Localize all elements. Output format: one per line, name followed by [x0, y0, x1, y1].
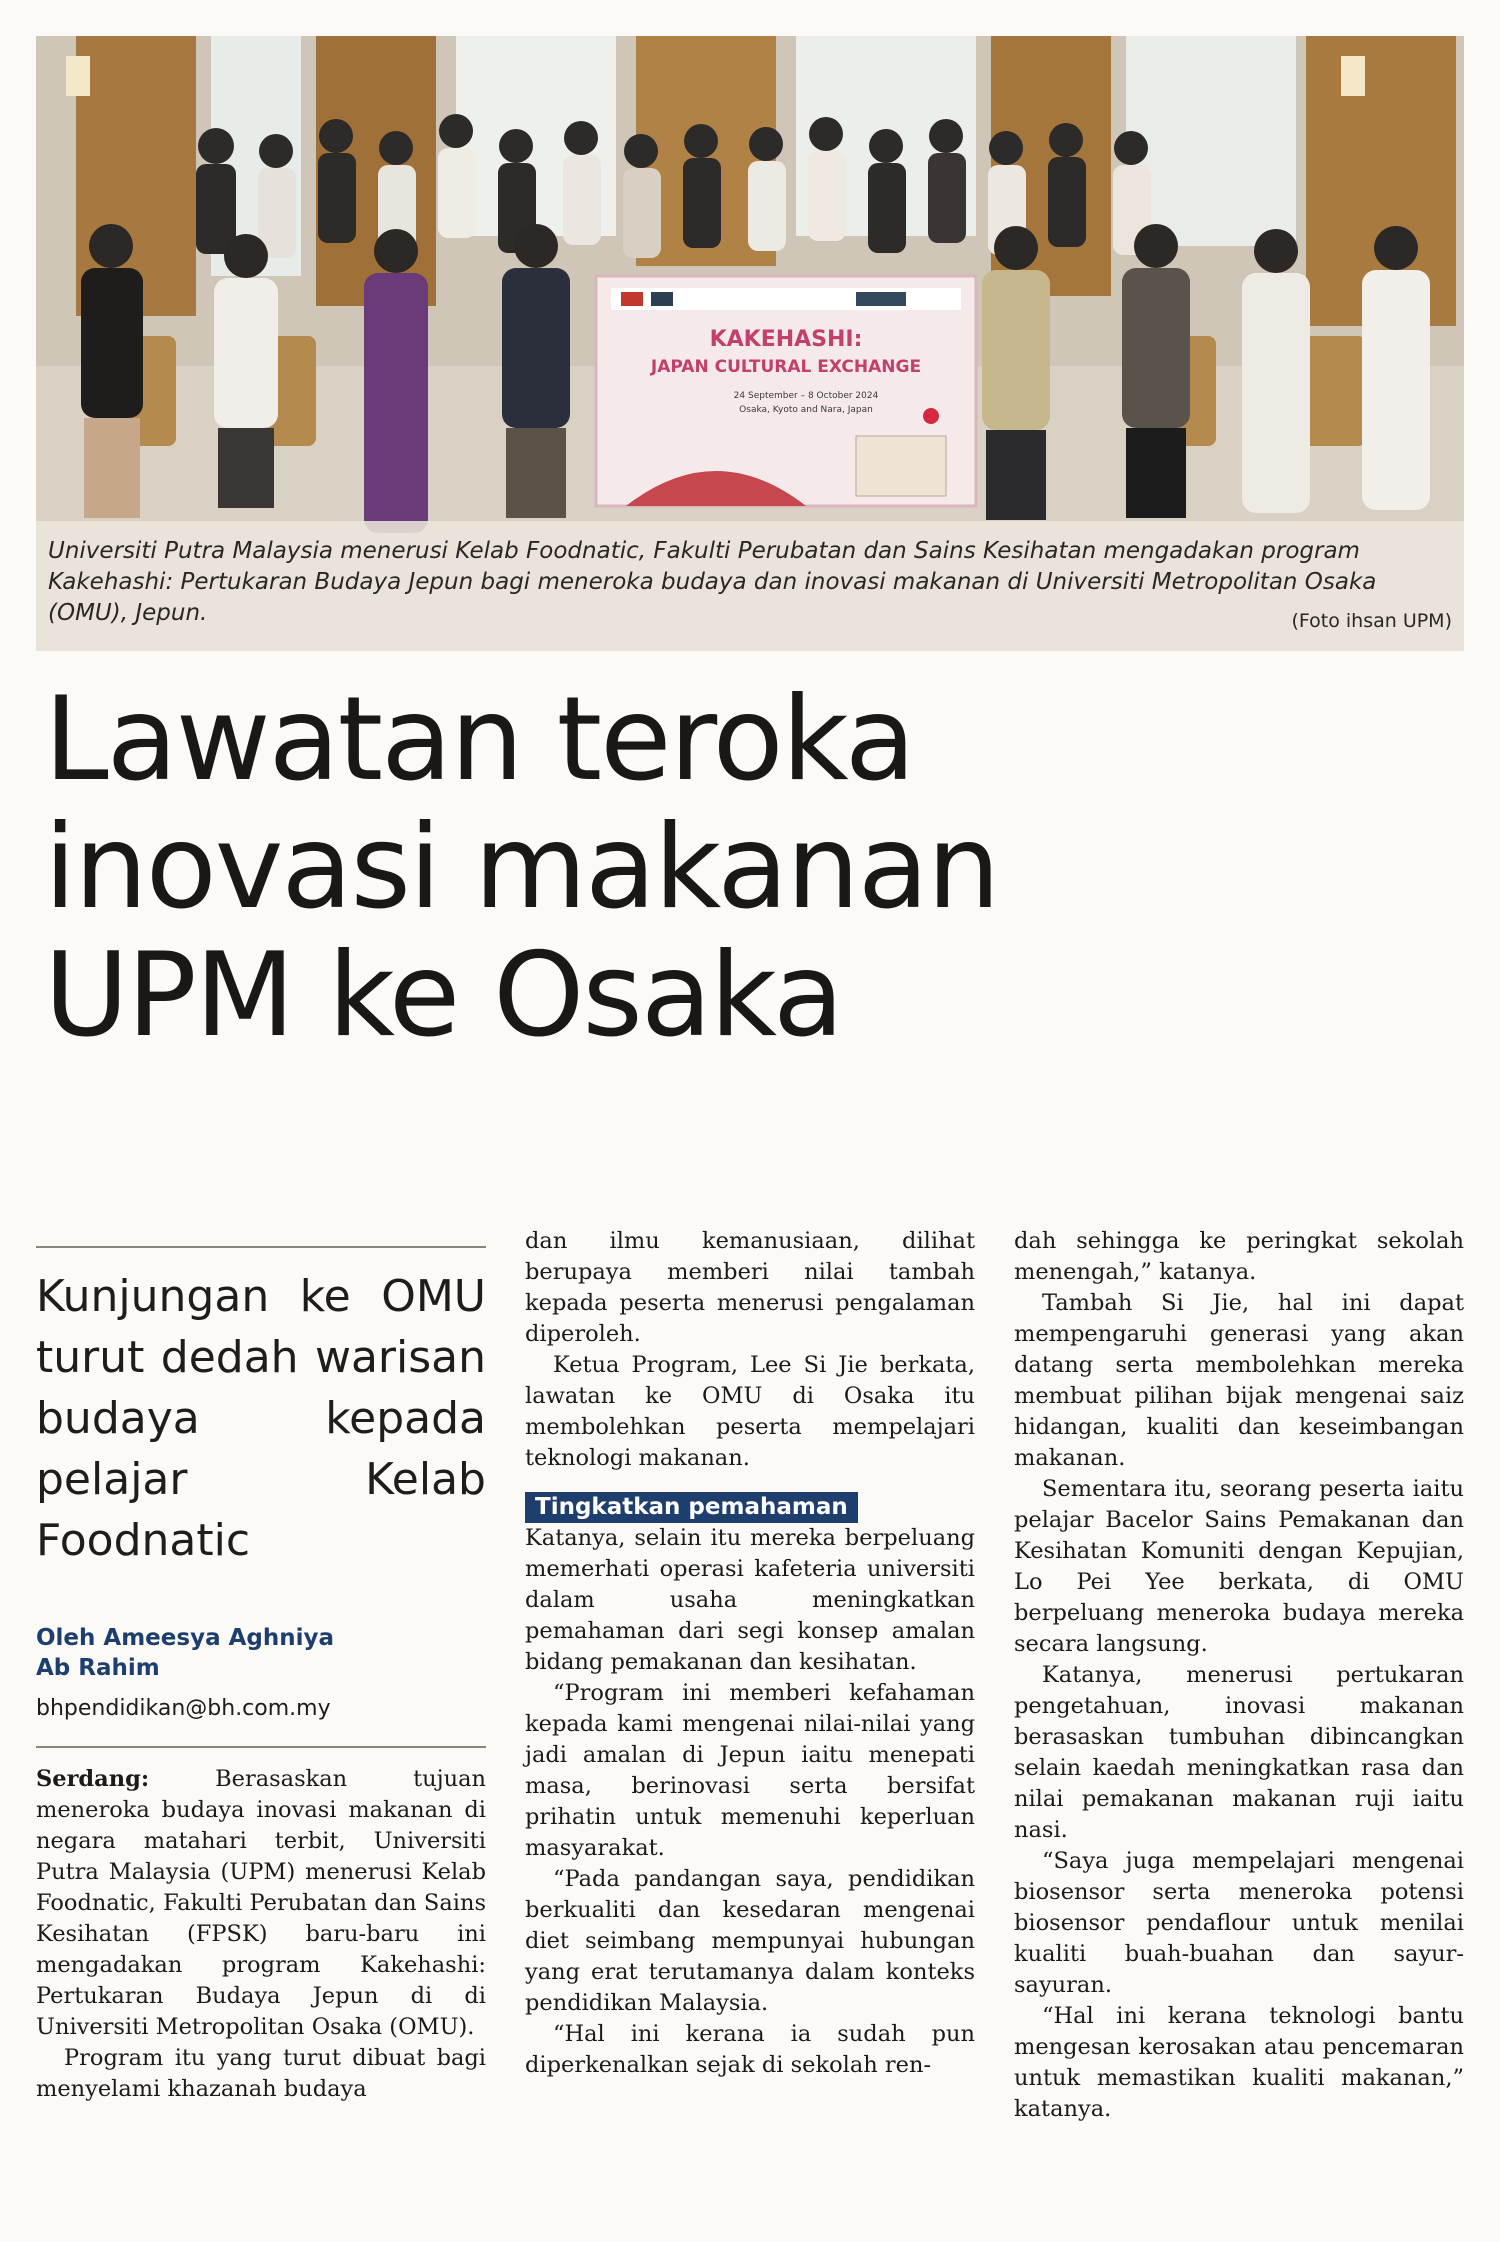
svg-text:JAPAN CULTURAL EXCHANGE: JAPAN CULTURAL EXCHANGE: [650, 357, 922, 377]
divider: [36, 1746, 486, 1748]
body-paragraph: Katanya, menerusi pertukaran pengetahuan, inovasi makanan berasaskan tumbuhan dibincangkan selain kaedah meningkatkan rasa dan nilai pemakanan makanan ruji iaitu nasi.: [1014, 1662, 1464, 1843]
body-paragraph: Katanya, selain itu mereka berpeluang memerhati operasi kafeteria universiti dalam usaha meningkatkan pemahaman dari segi konsep amalan bidang pemakanan dan kesihatan.: [525, 1525, 975, 1675]
byline-line-1: Oleh Ameesya Aghniya: [36, 1625, 335, 1651]
svg-text:24 September – 8 October 2024: 24 September – 8 October 2024: [733, 391, 879, 401]
body-paragraph: “Saya juga mempelajari mengenai biosensor serta meneroka potensi biosensor pendaflour untuk menilai kualiti buah-buahan dan sayur-sayuran.: [1014, 1848, 1464, 1998]
body-paragraph: Sementara itu, seorang peserta iaitu pelajar Bacelor Sains Pemakanan dan Kesihatan Komuniti dengan Kepujian, Lo Pei Yee berkata, di OMU berpeluang meneroka budaya mereka secara langsung.: [1014, 1476, 1464, 1657]
divider: [36, 1246, 486, 1248]
body-paragraph: “Program ini memberi kefahaman kepada kami mengenai nilai-nilai yang jadi amalan di Jepun iaitu menepati masa, berinovasi serta bersifat prihatin untuk memenuhi keperluan masyarakat.: [525, 1680, 975, 1861]
column-1: [36, 1246, 486, 2105]
svg-text:Osaka, Kyoto and Nara, Japan: Osaka, Kyoto and Nara, Japan: [739, 405, 873, 415]
body-text: Berasaskan tujuan meneroka budaya inovasi makanan di negara matahari terbit, Universiti Putra Malaysia (UPM) menerusi Kelab Foodnatic, Fakulti Perubatan dan Sains Kesihatan (FPSK) baru-baru ini mengadakan program Kakehashi: Pertukaran Budaya Jepun di di Universiti Metropolitan Osaka (OMU).: [36, 1766, 487, 2040]
group-photo: [36, 36, 1464, 651]
body-paragraph: Program itu yang turut dibuat bagi menyelami khazanah budaya: [36, 2045, 486, 2102]
body-paragraph: dan ilmu kemanusiaan, dilihat berupaya memberi nilai tambah kepada peserta menerusi pengalaman diperoleh.: [525, 1228, 975, 1347]
headline-line-1: Lawatan teroka: [44, 672, 914, 807]
headline-line-2: inovasi makanan: [44, 800, 999, 935]
body-paragraph: Tambah Si Jie, hal ini dapat mempengaruhi generasi yang akan datang serta membolehkan mereka membuat pilihan bijak mengenai saiz hidangan, kualiti dan keseimbangan makanan.: [1014, 1290, 1464, 1471]
headline-line-3: UPM ke Osaka: [44, 928, 843, 1063]
body-paragraph: “Hal ini kerana teknologi bantu mengesan kerosakan atau pencemaran untuk memastikan kualiti makanan,” katanya.: [1014, 2003, 1464, 2122]
subheading: Tingkatkan pemahaman: [525, 1492, 858, 1523]
event-banner: [596, 276, 976, 506]
author-email: bhpendidikan@bh.com.my: [36, 1696, 331, 1721]
body-paragraph: “Hal ini kerana ia sudah pun diperkenalkan sejak di sekolah ren-: [525, 2021, 975, 2078]
body-paragraph: “Pada pandangan saya, pendidikan berkualiti dan kesedaran mengenai diet seimbang mempunyai hubungan yang erat terutamanya dalam konteks pendidikan Malaysia.: [525, 1866, 975, 2016]
column-2: [525, 1226, 975, 2081]
headline: [44, 672, 1444, 1063]
photo-caption: Universiti Putra Malaysia menerusi Kelab Foodnatic, Fakulti Perubatan dan Sains Kesihatan mengadakan program Kakehashi: Pertukaran Budaya Jepun bagi meneroka budaya dan inovasi makanan di Universiti Metropolitan Osaka (OMU), Jepun.: [48, 538, 1377, 626]
body-paragraph: dah sehingga ke peringkat sekolah menengah,” katanya.: [1014, 1228, 1464, 1285]
svg-text:KAKEHASHI:: KAKEHASHI:: [709, 327, 863, 352]
standfirst: Kunjungan ke OMU turut dedah warisan budaya kepada pelajar Kelab Foodnatic: [36, 1271, 486, 1566]
body-paragraph: Ketua Program, Lee Si Jie berkata, lawatan ke OMU di Osaka itu membolehkan peserta mempelajari teknologi makanan.: [525, 1352, 975, 1471]
column-3: [1014, 1226, 1464, 2125]
body-paragraph: [36, 1764, 486, 2043]
byline-line-2: Ab Rahim: [36, 1655, 160, 1681]
photo-credit: (Foto ihsan UPM): [1291, 610, 1452, 632]
dateline: Serdang:: [36, 1766, 150, 1792]
newspaper-page: [36, 36, 1464, 2216]
byline: [36, 1623, 486, 1683]
